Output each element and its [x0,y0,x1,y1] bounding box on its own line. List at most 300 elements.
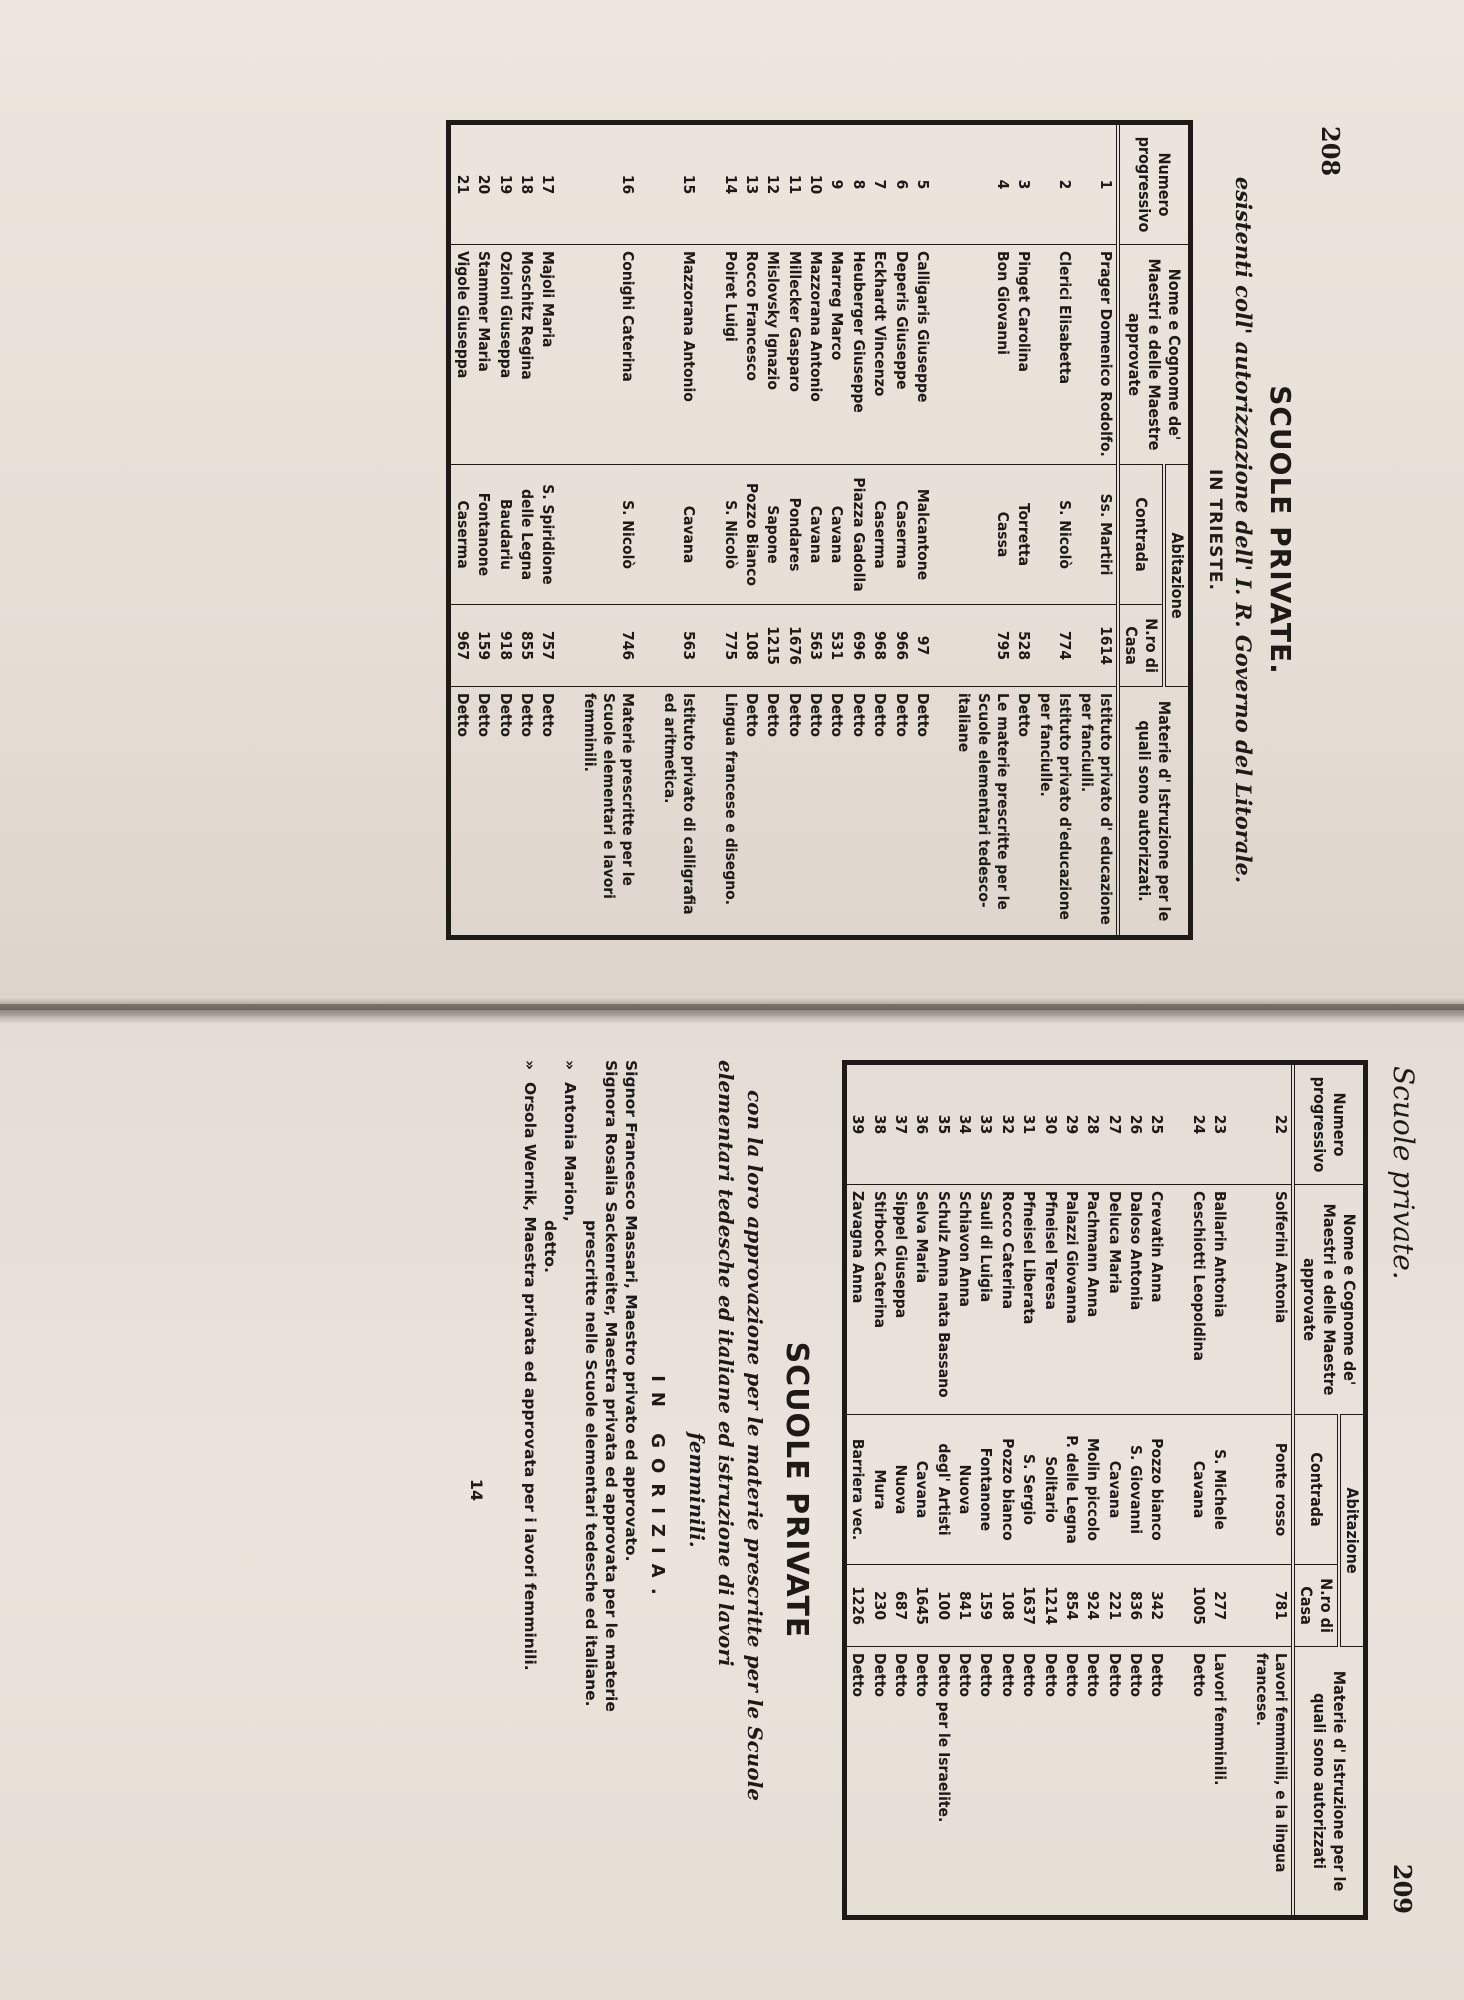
cell-contrada: Cavana [1188,1415,1209,1565]
cell-contrada: Cavana [911,1415,932,1565]
table-row [537,123,558,938]
cell-house-number: 924 [1082,1565,1103,1647]
cell-subjects: Detto [912,687,933,938]
table-row [1061,1063,1082,1918]
cell-number: 9 [826,123,847,245]
cell-number: 21 [449,123,473,245]
table-row [912,123,933,938]
cell-house-number: 1614 [1075,605,1118,687]
spacer-cell [1230,1647,1250,1918]
cell-name: Ceschiotti Leopoldina [1188,1185,1209,1415]
header-nome: Nome e Cognome de' Maestri e delle Maestre approvate [1293,1185,1366,1415]
cell-subjects: Detto [783,687,804,938]
cell-name: Millecker Gasparo [783,245,804,465]
row-spacer [699,123,719,938]
cell-number: 32 [997,1063,1018,1185]
table-row [932,1063,953,1918]
cell-contrada: Solitario [1039,1415,1060,1565]
cell-number: 33 [975,1063,996,1185]
cell-number: 8 [848,123,869,245]
table-row [1018,1063,1039,1918]
cell-house-number: 97 [912,605,933,687]
cell-subjects: Detto [997,1647,1018,1918]
cell-number: 29 [1061,1063,1082,1185]
table-body [844,1063,1293,1918]
row-spacer [1230,1063,1250,1918]
cell-subjects: Detto [1146,1647,1167,1918]
table-row [1250,1063,1293,1918]
cell-subjects: Detto [516,687,537,938]
cell-contrada: Pondares [783,465,804,605]
cell-subjects: Detto [826,687,847,938]
cell-contrada: delle Legna [516,465,537,605]
cell-number: 11 [783,123,804,245]
cell-number: 27 [1103,1063,1124,1185]
page-title: SCUOLE PRIVATE. [1264,385,1297,675]
cell-name: Schulz Anna nata Bassano [932,1185,953,1415]
cell-name: Heuberger Giuseppe [848,245,869,465]
page-209-header [1380,1060,1420,1920]
cell-contrada: Nuova [890,1415,911,1565]
cell-number: 14 [719,123,740,245]
cell-name: Deluca Maria [1103,1185,1124,1415]
cell-name: Calligaris Giuseppe [912,245,933,465]
table-row [1082,1063,1103,1918]
cell-name: Deperis Giuseppe [890,245,911,465]
cell-number: 19 [494,123,515,245]
cell-name: Ballarin Antonia [1209,1185,1230,1415]
cell-number: 15 [659,123,700,245]
list-item [621,1060,641,1920]
table-row [1209,1063,1230,1918]
cell-name: Rocco Francesco [741,245,762,465]
cell-contrada: S. Spiridione [537,465,558,605]
gorizia-teacher-list [520,1060,641,1920]
cell-house-number: 795 [953,605,1013,687]
list-item-text: Signora Rosalia Sackenreiter, Maestra privata ed approvata per le materie [601,1060,620,1712]
cell-house-number: 1005 [1188,1565,1209,1647]
cell-subjects: Detto [868,1647,889,1918]
table-row [719,123,740,938]
table-row [844,1063,868,1918]
cell-contrada: Pozzo bianco [997,1415,1018,1565]
cell-contrada: Barriera vec. [844,1415,868,1565]
list-item [560,1060,580,1920]
cell-name: Mazzorana Antonio [659,245,700,465]
cell-subjects: Detto [1082,1647,1103,1918]
cell-contrada: Malcantone [912,465,933,605]
cell-number: 12 [762,123,783,245]
cell-number: 20 [473,123,494,245]
section-subtitle-last: femminili. [684,1432,709,1548]
list-item [580,1060,600,1920]
cell-contrada: Cavana [805,465,826,605]
cell-subjects: Detto per le Israelite. [932,1647,953,1918]
cell-house-number: 918 [494,605,515,687]
spacer-cell [1168,1185,1188,1415]
cell-subjects: Detto [741,687,762,938]
cell-subjects: Detto [890,687,911,938]
cell-contrada: Molin piccolo [1082,1415,1103,1565]
cell-house-number: 108 [741,605,762,687]
cell-name: Solferini Antonia [1250,1185,1293,1415]
row-spacer [933,123,953,938]
cell-subjects: Lavori femminili. [1209,1647,1230,1918]
header-materie: Materie d' Istruzione per le quali sono autorizzati [1293,1647,1366,1918]
cell-subjects: Detto [1188,1647,1209,1918]
header-numero: Numero progressivo [1293,1063,1366,1185]
spacer-cell [1168,1415,1188,1565]
table-row [869,123,890,938]
cell-number: 37 [890,1063,911,1185]
cell-name: Pinget Carolina [1013,245,1034,465]
cell-name: Conighi Caterina [578,245,638,465]
cell-number: 38 [868,1063,889,1185]
cell-number: 25 [1146,1063,1167,1185]
header-contrada: Contrada [1293,1415,1339,1565]
running-head: Scuole private. [1387,1066,1420,1280]
cell-subjects: Istituto privato di calligrafia ed aritmetica. [659,687,700,938]
cell-house-number: 159 [975,1565,996,1647]
page-number: 208 [1316,126,1345,177]
spacer-cell [558,465,578,605]
table-row [805,123,826,938]
cell-contrada: Pozzo bianco [1146,1415,1167,1565]
cell-subjects: Detto [1125,1647,1146,1918]
table-row [741,123,762,938]
spacer-cell [1168,1647,1188,1918]
list-item-text: Orsola Wernik, Maestra privata ed approvata per i lavori femminili. [521,1082,540,1671]
cell-contrada: Piazza Gadolla [848,465,869,605]
cell-subjects: Detto [494,687,515,938]
spacer-cell [933,123,953,245]
cell-house-number: 528 [1013,605,1034,687]
cell-subjects: Detto [805,687,826,938]
cell-house-number: 1676 [783,605,804,687]
cell-contrada: S. Sergio [1018,1415,1039,1565]
spacer-cell [933,605,953,687]
book-gutter [0,998,1464,1024]
cell-subjects: Istituto privato d' educazione per fanciulli. [1075,687,1118,938]
spacer-cell [639,245,659,465]
table-row [578,123,638,938]
spacer-cell [1230,1063,1250,1185]
cell-subjects: Detto [537,687,558,938]
spacer-cell [639,687,659,938]
table-row [1039,1063,1060,1918]
cell-contrada: S. Nicolò [578,465,638,605]
cell-house-number: 968 [869,605,890,687]
city-heading: IN TRIESTE. [1205,468,1225,591]
cell-contrada: Pozzo Bianco [741,465,762,605]
cell-subjects: Istituto privato d'educazione per fanciulle. [1035,687,1076,938]
cell-name: Poiret Luigi [719,245,740,465]
section-title: SCUOLE PRIVATE [778,1341,814,1639]
cell-contrada: Baudariu [494,465,515,605]
table-row [1075,123,1118,938]
spacer-cell [933,245,953,465]
table-row [911,1063,932,1918]
cell-contrada: Mura [868,1415,889,1565]
spacer-cell [699,245,719,465]
spacer-cell [1230,1185,1250,1415]
header-abitazione: Abitazione [1339,1415,1366,1647]
spacer-cell [639,123,659,245]
list-item-text: prescritte nelle Scuole elementari tedesche ed italiane. [581,1220,600,1707]
spacer-cell [558,123,578,245]
cell-subjects: Detto [473,687,494,938]
cell-name: Schiavon Anna [954,1185,975,1415]
cell-name: Zavagna Anna [844,1185,868,1415]
cell-subjects: Detto [954,1647,975,1918]
cell-name: Ozioni Giuseppa [494,245,515,465]
cell-name: Sippel Giuseppa [890,1185,911,1415]
spacer-cell [1230,1565,1250,1647]
cell-number: 24 [1188,1063,1209,1185]
cell-house-number: 531 [826,605,847,687]
cell-name: Sauli di Luigia [975,1185,996,1415]
list-item [520,1060,540,1920]
cell-name: Pachmann Anna [1082,1185,1103,1415]
spacer-cell [1168,1565,1188,1647]
cell-number: 3 [1013,123,1034,245]
cell-name: Prager Domenico Rodolfo. [1075,245,1118,465]
cell-number: 17 [537,123,558,245]
spacer-cell [699,465,719,605]
cell-house-number: 781 [1250,1565,1293,1647]
cell-number: 34 [954,1063,975,1185]
spacer-cell [639,465,659,605]
table-row [449,123,473,938]
cell-number: 39 [844,1063,868,1185]
header-nro-casa: N.ro di Casa [1293,1565,1339,1647]
cell-house-number: 967 [449,605,473,687]
table-row [1125,1063,1146,1918]
table-row [762,123,783,938]
cell-name: Mislovsky Ignazio [762,245,783,465]
table-row [848,123,869,938]
cell-name: Eckhardt Vincenzo [869,245,890,465]
cell-contrada: Caserma [869,465,890,605]
spacer-cell [933,687,953,938]
cell-number: 1 [1075,123,1118,245]
cell-contrada: S. Nicolò [1035,465,1076,605]
spacer-cell [699,605,719,687]
cell-subjects: Detto [1018,1647,1039,1918]
cell-house-number: 342 [1146,1565,1167,1647]
table-row [1188,1063,1209,1918]
row-spacer [1168,1063,1188,1918]
table-row [494,123,515,938]
cell-contrada: Fontanone [473,465,494,605]
table-row [997,1063,1018,1918]
header-abitazione: Abitazione [1164,465,1191,687]
cell-house-number: 757 [537,605,558,687]
table-row [953,123,1013,938]
section-subtitle [682,1060,769,1920]
cell-subjects: Detto [844,1647,868,1918]
cell-contrada: Cavana [826,465,847,605]
cell-number: 6 [890,123,911,245]
header-materie: Materie d' Istruzione per le quali sono autorizzati. [1118,687,1191,938]
spacer-cell [558,687,578,938]
cell-contrada: degl' Artisti [932,1415,953,1565]
cell-house-number: 230 [868,1565,889,1647]
list-item-text: Antonia Marion, [561,1082,580,1222]
spacer-cell [699,123,719,245]
cell-subjects: Detto [848,687,869,938]
cell-name: Palazzi Giovanna [1061,1185,1082,1415]
cell-number: 4 [953,123,1013,245]
table-row [826,123,847,938]
header-contrada: Contrada [1118,465,1164,605]
cell-name: Majoli Maria [537,245,558,465]
cell-house-number: 277 [1209,1565,1230,1647]
table-body [449,123,1118,938]
cell-house-number: 841 [954,1565,975,1647]
cell-house-number: 1214 [1039,1565,1060,1647]
table-row [890,123,911,938]
cell-number: 7 [869,123,890,245]
list-item-text: detto. [541,1220,560,1273]
page-208-header [1305,120,1345,940]
cell-contrada: Sapone [762,465,783,605]
cell-house-number: 563 [659,605,700,687]
cell-name: Vigole Giuseppa [449,245,473,465]
spacer-cell [1168,1063,1188,1185]
cell-number: 2 [1035,123,1076,245]
header-numero: Numero progressivo [1118,123,1191,245]
cell-subjects: Detto [1039,1647,1060,1918]
cell-name: Mazzorana Antonio [805,245,826,465]
schools-table-trieste-cont [842,1060,1368,1920]
cell-name: Pfneisel Liberata [1018,1185,1039,1415]
cell-name: Crevatin Anna [1146,1185,1167,1415]
cell-name: Stirbock Caterina [868,1185,889,1415]
ditto-mark: » [561,1060,580,1071]
cell-house-number: 854 [1061,1565,1082,1647]
spacer-cell [558,605,578,687]
cell-number: 35 [932,1063,953,1185]
cell-name: Rocco Caterina [997,1185,1018,1415]
cell-contrada: Nuova [954,1415,975,1565]
cell-house-number: 775 [719,605,740,687]
cell-number: 13 [741,123,762,245]
cell-house-number: 836 [1125,1565,1146,1647]
cell-number: 16 [578,123,638,245]
cell-subjects: Detto [975,1647,996,1918]
table-row [975,1063,996,1918]
cell-contrada: Ss. Martiri [1075,465,1118,605]
cell-house-number: 563 [805,605,826,687]
schools-table-trieste [447,120,1194,940]
cell-house-number: 966 [890,605,911,687]
cell-house-number: 1215 [762,605,783,687]
cell-house-number: 687 [890,1565,911,1647]
page-209-content [70,1060,1420,1920]
cell-name: Clerici Elisabetta [1035,245,1076,465]
list-item [601,1060,621,1920]
cell-number: 36 [911,1063,932,1185]
spacer-cell [558,245,578,465]
spacer-cell [699,687,719,938]
cell-number: 10 [805,123,826,245]
cell-name: Daloso Antonia [1125,1185,1146,1415]
cell-house-number: 855 [516,605,537,687]
cell-number: 30 [1039,1063,1060,1185]
list-item-text: Signor Francesco Massari, Maestro privato ed approvato. [621,1060,640,1562]
cell-contrada: Caserma [449,465,473,605]
spacer-cell [1230,1415,1250,1565]
cell-subjects: Lavori femminili, e la lingua francese. [1250,1647,1293,1918]
cell-number: 23 [1209,1063,1230,1185]
section-subtitle-main: con la loro approvazione per le materie prescritte per le Scuole elementari tedesche ed italiane ed istruzione di lavori [713,1060,767,1801]
cell-number: 26 [1125,1063,1146,1185]
cell-house-number: 100 [932,1565,953,1647]
cell-subjects: Detto [869,687,890,938]
city-heading: IN GORIZIA. [646,1375,668,1605]
row-spacer [639,123,659,938]
cell-subjects: Detto [1061,1647,1082,1918]
cell-number: 22 [1250,1063,1293,1185]
cell-name: Stammer Maria [473,245,494,465]
cell-contrada: Caserma [890,465,911,605]
table-row [659,123,700,938]
cell-name: Moschitz Regina [516,245,537,465]
page-subtitle: esistenti coll' autorizzazione dell' I. R. Governo del Litorale. [1231,176,1256,884]
cell-number: 5 [912,123,933,245]
row-spacer [558,123,578,938]
table-row [1035,123,1076,938]
cell-subjects: Detto [1013,687,1034,938]
cell-subjects: Detto [890,1647,911,1918]
cell-subjects: Detto [762,687,783,938]
cell-number: 31 [1018,1063,1039,1185]
cell-house-number: 774 [1035,605,1076,687]
cell-subjects: Lingua francese e disegno. [719,687,740,938]
ditto-mark: » [521,1060,540,1071]
cell-house-number: 159 [473,605,494,687]
cell-subjects: Detto [449,687,473,938]
cell-number: 28 [1082,1063,1103,1185]
list-item [540,1060,560,1920]
cell-name: Marreg Marco [826,245,847,465]
cell-contrada: S. Giovanni [1125,1415,1146,1565]
cell-house-number: 696 [848,605,869,687]
cell-contrada: P. delle Legna [1061,1415,1082,1565]
cell-contrada: Cavana [659,465,700,605]
cell-name: Selva Maria [911,1185,932,1415]
table-row [890,1063,911,1918]
cell-name: Pfneisel Teresa [1039,1185,1060,1415]
table-row [1013,123,1034,938]
header-nome: Nome e Cognome de' Maestri e delle Maestre approvate [1118,245,1191,465]
cell-name: Bon Giovanni [953,245,1013,465]
spacer-cell [639,605,659,687]
cell-house-number: 746 [578,605,638,687]
page-number: 209 [1388,1863,1417,1914]
table-row [1146,1063,1167,1918]
cell-subjects: Materie prescritte per le Scuole elementari e lavori femminili. [578,687,638,938]
cell-contrada: Fontanone [975,1415,996,1565]
table-row [516,123,537,938]
page-208-content [55,120,1345,940]
printer-signature: 14 [467,1478,487,1502]
cell-house-number: 1645 [911,1565,932,1647]
cell-house-number: 108 [997,1565,1018,1647]
table-row [868,1063,889,1918]
cell-contrada: Ponte rosso [1250,1415,1293,1565]
